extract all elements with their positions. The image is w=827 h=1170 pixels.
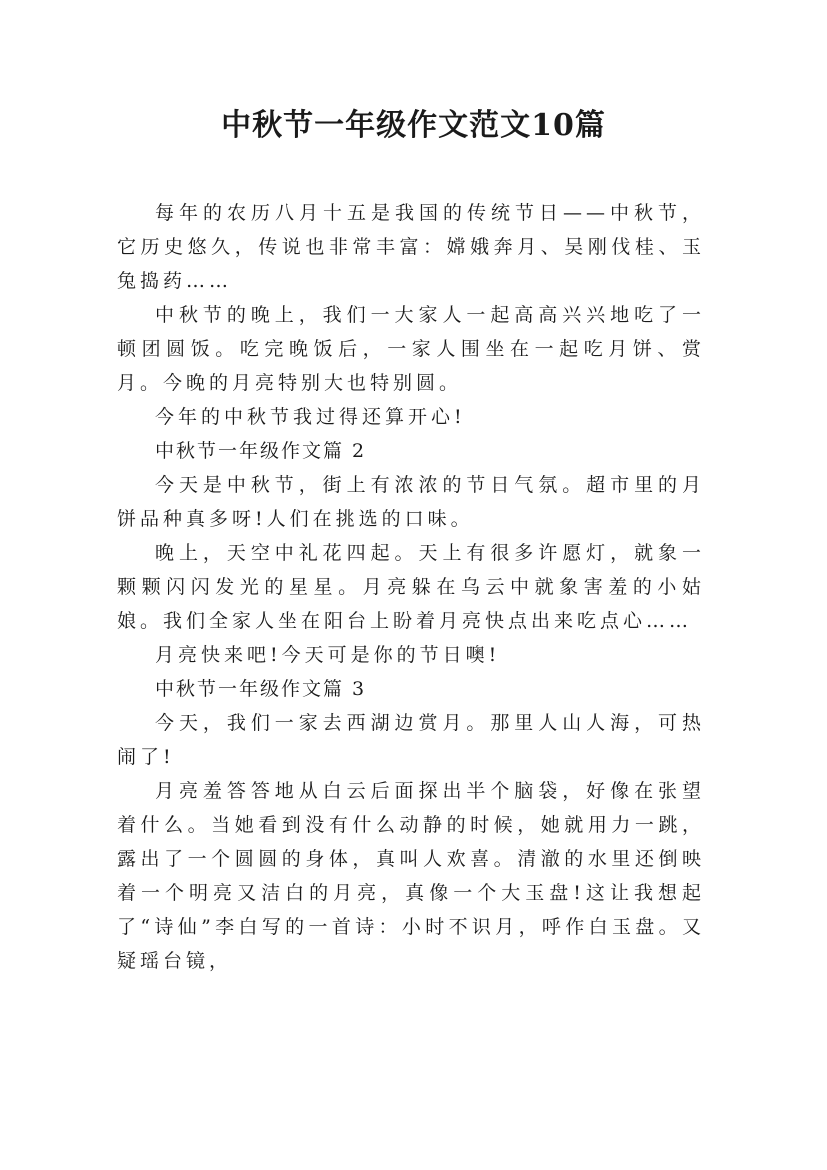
document-body — [117, 196, 705, 978]
paragraph-happy: 今年的中秋节我过得还算开心! — [155, 406, 466, 428]
paragraph-moon-shy: 月亮羞答答地从白云后面探出半个脑袋，好像在张望着什么。当她看到没有什么动静的时候，她就用力一跳，露出了一个圆圆的身体，真叫人欢喜。清澈的水里还倒映着一个明亮又洁白的月亮，真像一个大玉盘!这让我想起了“诗仙”李白写的一首诗：小时不识月，呼作白玉盘。又疑瑶台镜， — [117, 780, 705, 972]
paragraph-intro: 每年的农历八月十五是我国的传统节日——中秋节，它历史悠久，传说也非常丰富：嫦娥奔月、吴刚伐桂、玉兔捣药…… — [117, 202, 705, 292]
document-title: 中秋节一年级作文范文10篇 — [221, 108, 606, 143]
paragraph-moon-come: 月亮快来吧!今天可是你的节日噢! — [155, 644, 501, 666]
paragraph-west-lake: 今天，我们一家去西湖边赏月。那里人山人海，可热闹了! — [117, 712, 705, 768]
paragraph-dinner: 中秋节的晚上，我们一大家人一起高高兴兴地吃了一顿团圆饭。吃完晚饭后，一家人围坐在一起吃月饼、赏月。今晚的月亮特别大也特别圆。 — [117, 304, 705, 394]
section-heading-2: 中秋节一年级作文篇 2 — [155, 440, 367, 462]
section-heading-3: 中秋节一年级作文篇 3 — [155, 678, 367, 700]
paragraph-night-sky: 晚上，天空中礼花四起。天上有很多许愿灯，就象一颗颗闪闪发光的星星。月亮躲在乌云中就象害羞的小姑娘。我们全家人坐在阳台上盼着月亮快点出来吃点心…… — [117, 542, 705, 632]
paragraph-festival-street: 今天是中秋节，街上有浓浓的节日气氛。超市里的月饼品种真多呀!人们在挑选的口味。 — [117, 474, 705, 530]
